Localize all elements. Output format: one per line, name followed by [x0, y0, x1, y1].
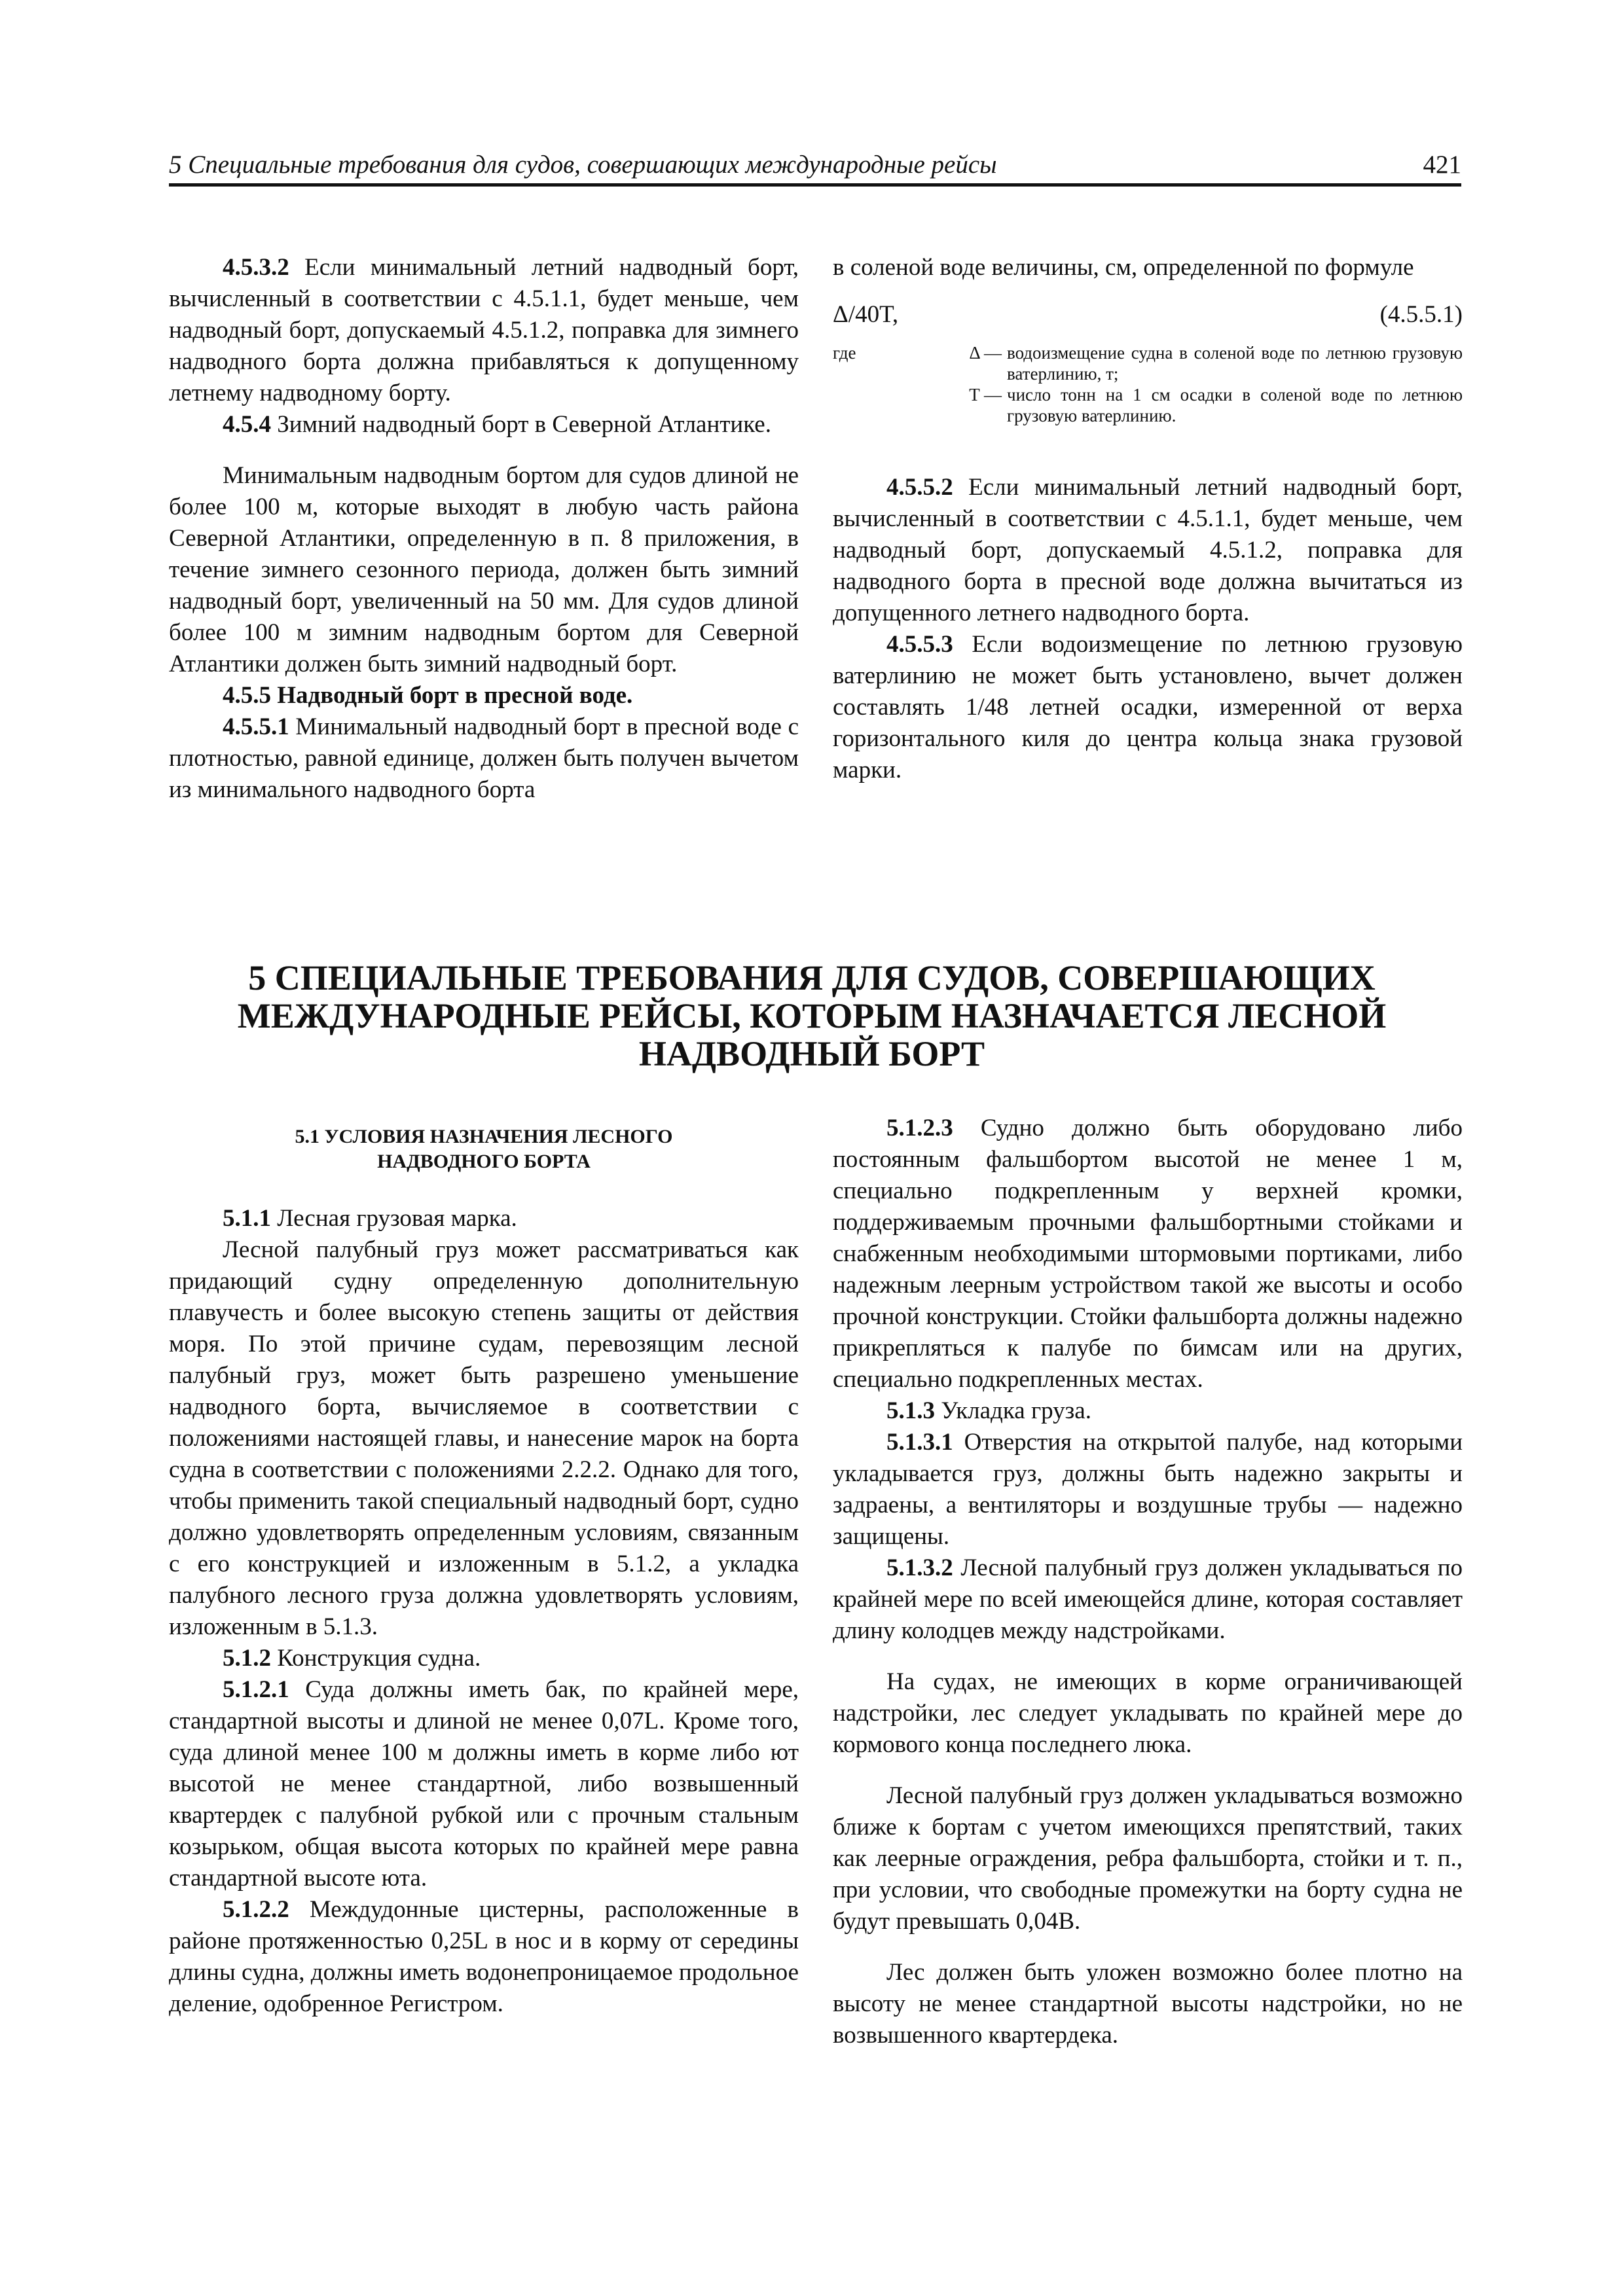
paragraph-5-1-2	[169, 1643, 799, 1674]
paragraph-stowage-height: Лес должен быть уложен возможно более плотно на высоту не менее стандартной высоты надстройки, но не возвышенного квартердека.	[833, 1959, 1463, 2049]
paragraph-heading: Лесная грузовая марка.	[271, 1205, 517, 1232]
paragraph-timber-cargo: Лесной палубный груз может рассматриваться как придающий судну определенную дополнительную плавучесть и более высокую степень защиты от действия моря. По этой причине судам, перевозящим лесной палубный груз, может быть разрешено уменьшение надводного борта, вычисляемое в соответствии с положениями настоящей главы, и нанесение марок на борта судна в соответствии с положениями 2.2.2. Однако для того, чтобы применить такой специальный надводный борт, судно должно удовлетворять определенным условиям, связанным с его конструкцией и изложенным в 5.1.2, а укладка палубного лесного груза должна удовлетворять условиям, изложенным в 5.1.3.	[169, 1236, 799, 1640]
where-label: где	[833, 343, 856, 363]
paragraph-text: Судно должно быть оборудовано либо постоянным фальшбортом высотой не менее 1 м, специально подкрепленным у верхней кромки, поддерживаемым прочными фальшбортными стойками и снабженным необходимыми штормовыми портиками, либо надежным леерным устройством такой же высоты и особо прочной конструкции. Стойки фальшборта должны надежно прикрепляться к палубе по бимсам или на других, специально подкрепленных местах.	[833, 1115, 1463, 1393]
paragraph-4-5-5-1	[169, 711, 799, 806]
formula: Δ/40T,	[833, 301, 899, 328]
paragraph-heading: Укладка груза.	[935, 1397, 1091, 1424]
bottom-right-column	[833, 1113, 1463, 2051]
paragraph-text: Если водоизмещение по летнюю грузовую ватерлинию не может быть установлено, вычет должен составлять 1/48 летней осадки, измеренной от верха горизонтального киля до центра кольца знака грузовой марки.	[833, 631, 1463, 783]
legend-desc-tonnes: число тонн на 1 см осадки в соленой воде по летнюю грузовую ватерлинию.	[1007, 385, 1463, 425]
top-left-column	[169, 252, 799, 806]
clause-number: 5.1.2	[223, 1645, 271, 1672]
top-right-column	[833, 252, 1463, 786]
paragraph-4-5-4	[169, 409, 799, 440]
clause-number: 5.1.2.2	[223, 1896, 289, 1923]
section-title: 5 СПЕЦИАЛЬНЫЕ ТРЕБОВАНИЯ ДЛЯ СУДОВ, СОВЕРШАЮЩИХ МЕЖДУНАРОДНЫЕ РЕЙСЫ, КОТОРЫМ НАЗНАЧАЕТСЯ ЛЕСНОЙ НАДВОДНЫЙ БОРТ	[237, 958, 1387, 1073]
running-header-title: 5 Специальные требования для судов, совершающих международные рейсы	[169, 151, 997, 179]
paragraph-continuation: в соленой воде величины, см, определенной по формуле	[833, 254, 1414, 281]
paragraph-4-5-5-3	[833, 629, 1463, 786]
clause-number: 4.5.5.2	[886, 474, 953, 501]
clause-number: 5.1.3.2	[886, 1554, 953, 1581]
paragraph-4-5-5-2	[833, 472, 1463, 629]
running-header	[169, 143, 1461, 187]
clause-number: 5.1.2.1	[223, 1676, 289, 1703]
bottom-left-column	[169, 1124, 799, 2020]
paragraph-stern-superstructure: На судах, не имеющих в корме ограничивающей надстройки, лес следует укладывать по крайней мере до кормового конца последнего люка.	[833, 1668, 1463, 1758]
paragraph-text: Если минимальный летний надводный борт, вычисленный в соответствии с 4.5.1.1, будет меньше, чем надводный борт, допускаемый 4.5.1.2, поправка для зимнего надводного борта должна прибавляться к допущенному летнему надводному борту.	[169, 254, 799, 406]
paragraph-text: Междудонные цистерны, расположенные в районе протяженностью 0,25L в нос и в корму от середины длины судна, должны иметь водонепроницаемое продольное деление, одобренное Регистром.	[169, 1896, 799, 2017]
paragraph-text: Минимальный надводный борт в пресной воде с плотностью, равной единице, должен быть получен вычетом из минимального надводного борта	[169, 713, 799, 803]
paragraph-5-1-3	[833, 1395, 1463, 1427]
paragraph-heading: Зимний надводный борт в Северной Атлантике.	[271, 411, 771, 438]
paragraph-5-1-3-1	[833, 1427, 1463, 1552]
clause-number: 4.5.5.3	[886, 631, 953, 658]
clause-number: 4.5.5	[223, 682, 271, 709]
paragraph-5-1-1	[169, 1203, 799, 1234]
paragraph-5-1-2-2	[169, 1894, 799, 2020]
legend-symbol-displacement: Δ —	[969, 343, 1002, 363]
paragraph-5-1-2-1	[169, 1674, 799, 1894]
paragraph-5-1-3-2	[833, 1552, 1463, 1647]
paragraph-5-1-2-3	[833, 1113, 1463, 1395]
clause-number: 5.1.2.3	[886, 1115, 953, 1141]
paragraph-heading: Конструкция судна.	[271, 1645, 481, 1672]
clause-number: 4.5.4	[223, 411, 271, 438]
clause-number: 5.1.1	[223, 1205, 271, 1232]
formula-legend	[833, 342, 1463, 426]
paragraph-text: Лесной палубный груз должен укладываться по крайней мере по всей имеющейся длине, которая составляет длину колодцев между надстройками.	[833, 1554, 1463, 1644]
paragraph-text: Суда должны иметь бак, по крайней мере, стандартной высоты и длиной не менее 0,07L. Кроме того, суда длиной менее 100 м должны иметь в корме либо ют высотой не менее стандартной, либо возвышенный квартердек с палубной рубкой или с прочным стальным козырьком, общая высота которых по крайней мере равна стандартной высоте юта.	[169, 1676, 799, 1892]
paragraph-text: Отверстия на открытой палубе, над которыми укладывается груз, должны быть надежно закрыты и задраены, а вентиляторы и воздушные трубы — надежно защищены.	[833, 1429, 1463, 1550]
paragraph-heading: Надводный борт в пресной воде.	[271, 682, 633, 709]
clause-number: 5.1.3.1	[886, 1429, 953, 1456]
subsection-title: 5.1 УСЛОВИЯ НАЗНАЧЕНИЯ ЛЕСНОГО НАДВОДНОГО БОРТА	[295, 1126, 673, 1172]
legend-symbol-tonnes: T —	[969, 385, 1002, 404]
paragraph-stowage-sides: Лесной палубный груз должен укладываться возможно ближе к бортам с учетом имеющихся препятствий, таких как леерные ограждения, ребра фальшборта, стойки и т. п., при условии, что свободные промежутки на борту судна не будут превышать 0,04B.	[833, 1782, 1463, 1935]
clause-number: 4.5.3.2	[223, 254, 289, 281]
formula-number: (4.5.5.1)	[1379, 301, 1463, 328]
paragraph-text: Если минимальный летний надводный борт, вычисленный в соответствии с 4.5.1.1, будет меньше, чем надводный борт, допускаемый 4.5.1.2, поправка для надводного борта в пресной воде должна вычитаться из допущенного летнего надводного борта.	[833, 474, 1463, 626]
formula-line	[833, 299, 1463, 331]
page-number: 421	[1423, 151, 1461, 179]
paragraph-4-5-3-2	[169, 252, 799, 409]
paragraph-north-atlantic: Минимальным надводным бортом для судов длиной не более 100 м, которые выходят в любую часть района Северной Атлантики, определенную в п. 8 приложения, в течение зимнего сезонного периода, должен быть зимний надводный борт, увеличенный на 50 мм. Для судов длиной более 100 м зимним надводным бортом для Северной Атлантики должен быть зимний надводный борт.	[169, 462, 799, 677]
clause-number: 5.1.3	[886, 1397, 935, 1424]
legend-desc-displacement: водоизмещение судна в соленой воде по летнюю грузовую ватерлинию, т;	[1007, 343, 1463, 384]
clause-number: 4.5.5.1	[223, 713, 289, 740]
paragraph-4-5-5	[169, 680, 799, 711]
